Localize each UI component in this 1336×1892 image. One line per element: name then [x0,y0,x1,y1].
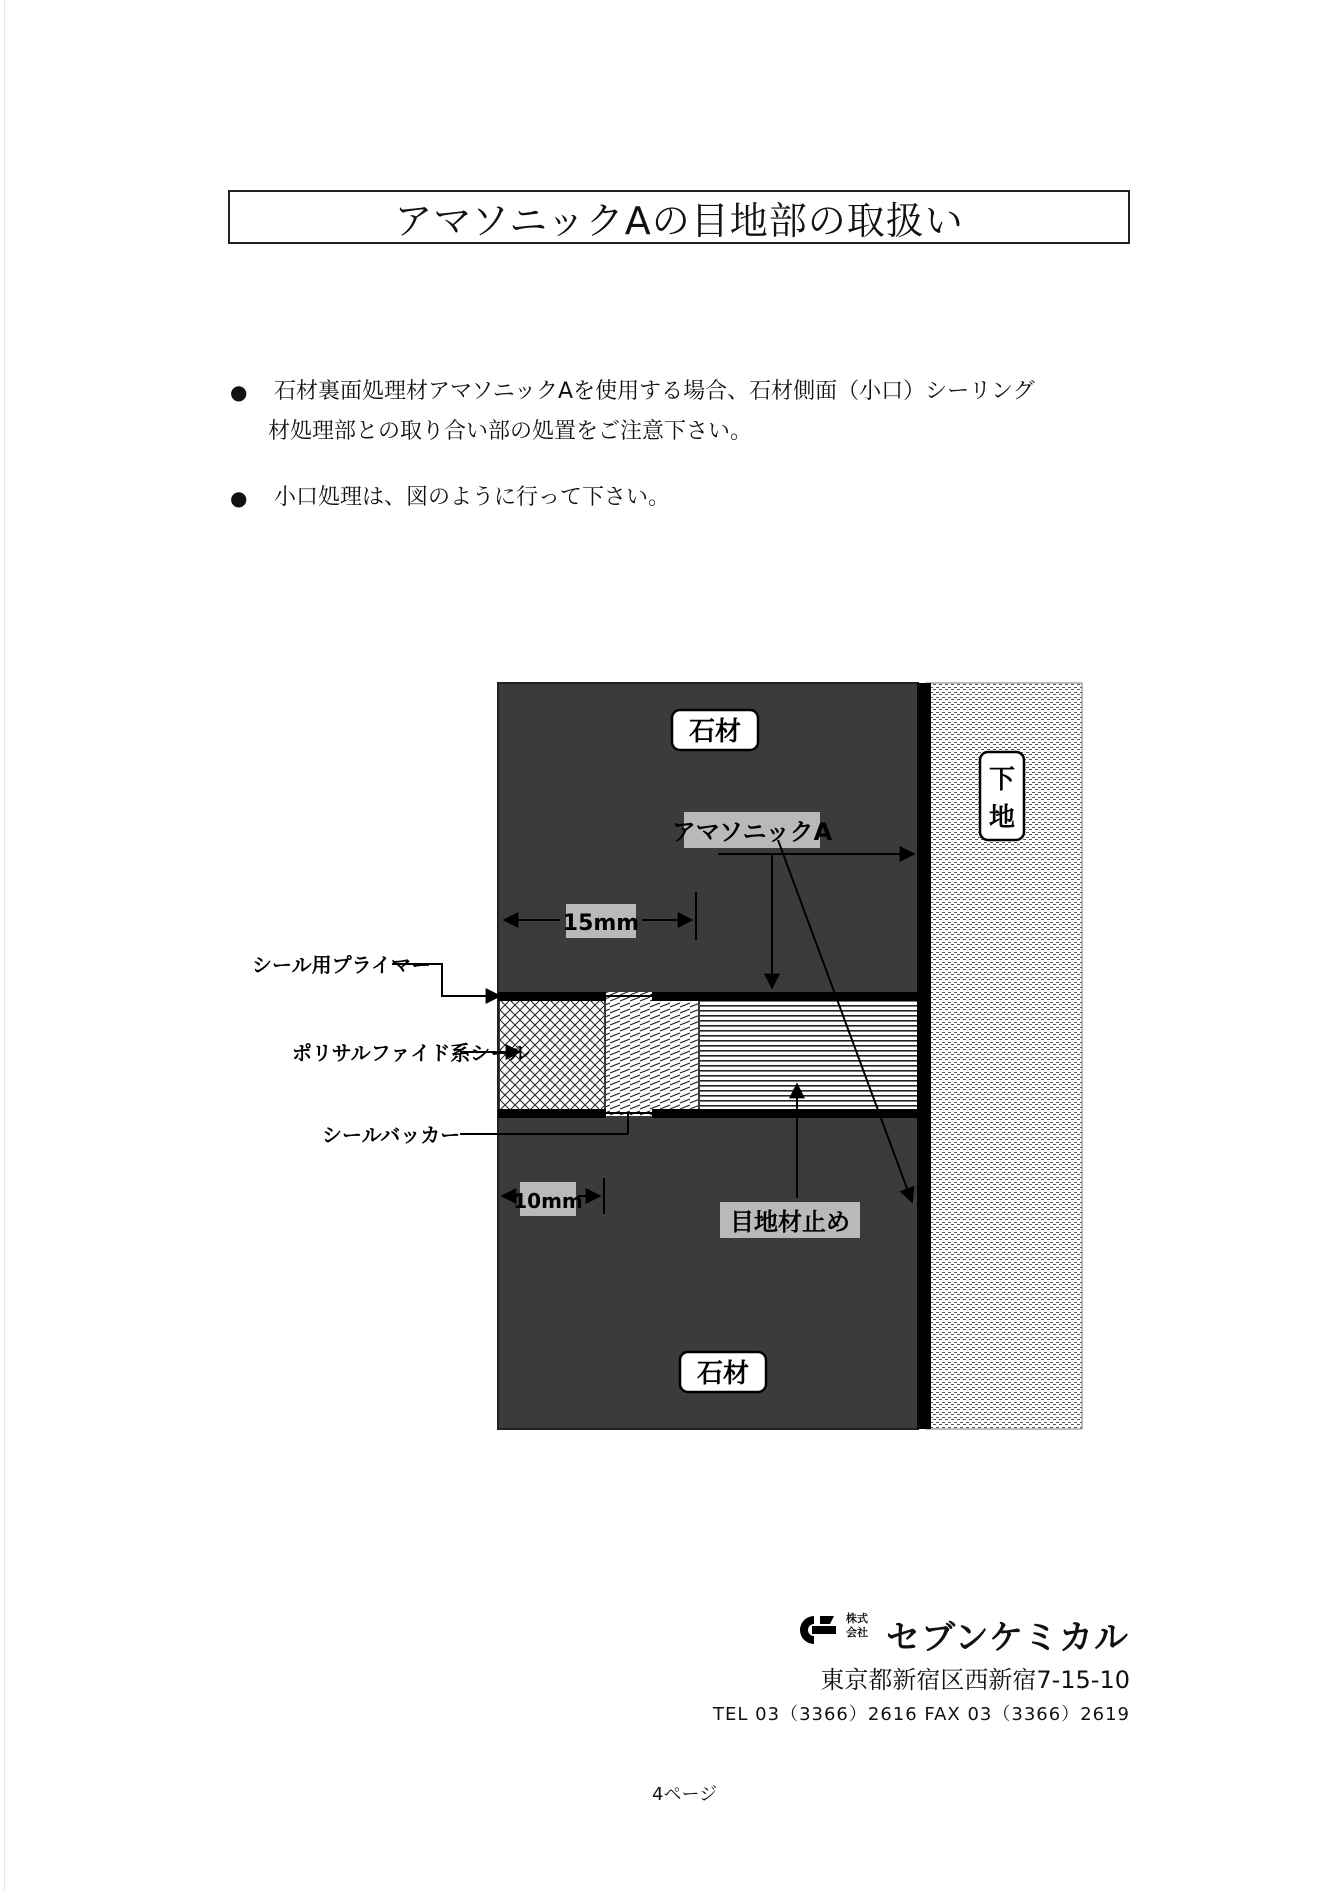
bullet-marker: ● [230,380,248,404]
page-title-text: アマソニックAの目地部の取扱い [394,198,964,243]
bullet-marker: ● [230,486,248,510]
sealant-label: ポリサルファイド系シール [292,1041,530,1065]
page-number: 4ページ [652,1784,718,1805]
joint-stop-label: 目地材止め [730,1208,850,1236]
amasonic-layer [917,683,931,1429]
seal-backer [606,992,698,1116]
bullet-line: 材処理部との取り合い部の処置をご注意下さい。 [268,419,753,444]
joint-filler [700,1000,924,1110]
company-phone-fax: TEL 03（3366）2616 FAX 03（3366）2619 [713,1704,1130,1725]
company-logo-icon [790,1614,838,1646]
company-block [790,1610,1130,1658]
substrate-label-1: 下 [988,765,1016,795]
bullet-line: 石材裏面処理材アマソニックAを使用する場合、石材側面（小口）シーリング [274,379,1035,404]
bullet-line: 小口処理は、図のように行って下さい。 [274,485,671,510]
amasonic-label: アマソニックA [671,818,833,846]
stone-label-top: 石材 [688,717,742,747]
company-type: 株式 会社 [846,1612,868,1639]
company-address: 東京都新宿区西新宿7-15-10 [820,1666,1130,1694]
company-name: セブンケミカル [886,1618,1129,1658]
dimension-10mm: 10mm [513,1189,583,1213]
primer-label: シール用プライマー [252,953,431,977]
backer-label: シールバッカー [322,1123,461,1147]
dimension-15mm: 15mm [562,911,640,936]
substrate-label-2: 地 [988,803,1016,833]
stone-label-bottom: 石材 [696,1359,750,1389]
